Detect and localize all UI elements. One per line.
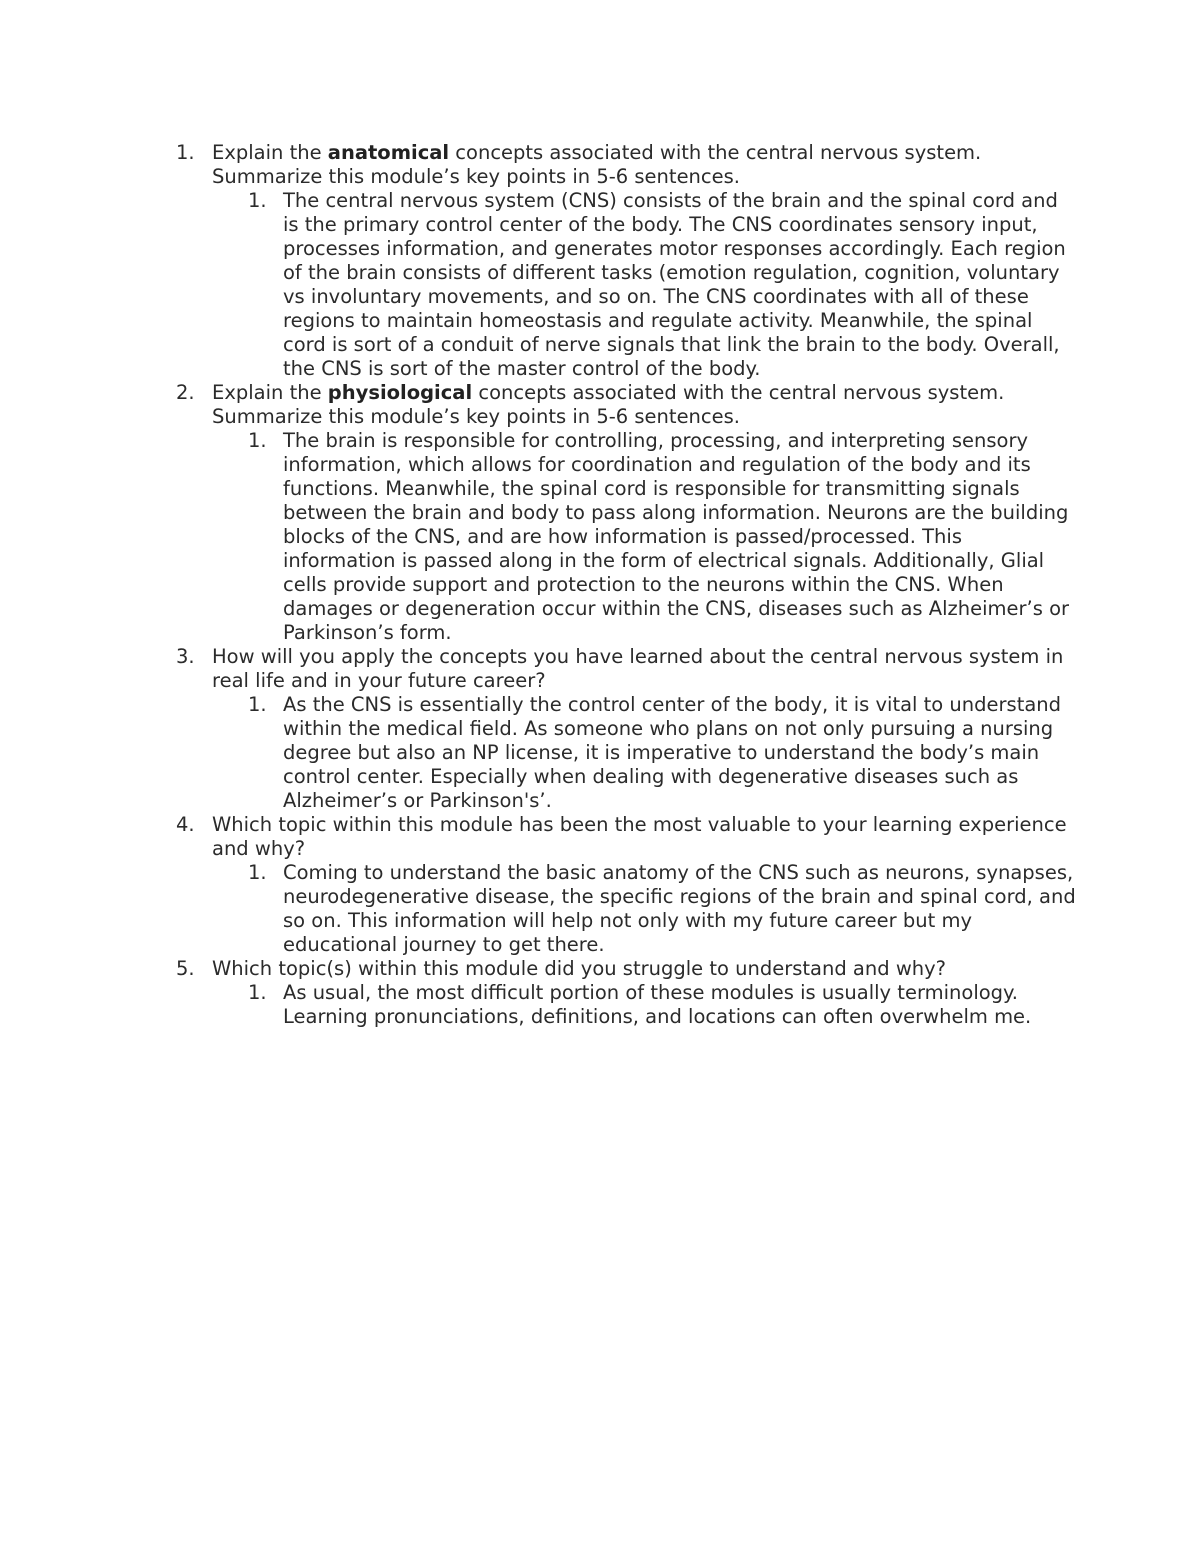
question-text [212,813,1076,861]
answer-list [212,189,1076,381]
question-text [212,645,1076,693]
question-prefix: Which topic(s) within this module did you struggle to understand and why? [212,957,947,980]
answer-text: The central nervous system (CNS) consists of the brain and the spinal cord and is the primary control center of the body. The CNS coordinates sensory input, processes information, and generates motor responses accordingly. Each region of the brain consists of different tasks (emotion regulation, cognition, voluntary vs involuntary movements, and so on. The CNS coordinates with all of these regions to maintain homeostasis and regulate activity. Meanwhile, the spinal cord is sort of a conduit of nerve signals that link the brain to the body. Overall, the CNS is sort of the master control of the body. [283,189,1066,380]
question-item-5 [176,957,1076,1029]
question-text [212,141,1076,189]
question-text [212,957,1076,981]
answer-item [212,189,1076,381]
question-emphasis: anatomical [327,141,450,164]
answer-item [212,861,1076,957]
answer-number: 1. [248,693,267,716]
answer-number: 1. [248,189,267,212]
question-prefix: Which topic within this module has been the most valuable to your learning experience and why? [212,813,1067,860]
answer-number: 1. [248,429,267,452]
answer-list [212,981,1076,1029]
question-number: 5. [176,957,195,980]
answer-item [212,693,1076,813]
question-number: 4. [176,813,195,836]
answer-text: As the CNS is essentially the control center of the body, it is vital to understand within the medical field. As someone who plans on not only pursuing a nursing degree but also an NP license, it is imperative to understand the body’s main control center. Especially when dealing with degenerative diseases such as Alzheimer’s or Parkinson's’. [283,693,1062,812]
answer-list [212,693,1076,813]
answer-text: As usual, the most difficult portion of these modules is usually terminology. Learning pronunciations, definitions, and locations can often overwhelm me. [283,981,1032,1028]
answer-number: 1. [248,981,267,1004]
question-text [212,381,1076,429]
question-item-4 [176,813,1076,957]
question-number: 3. [176,645,195,668]
question-emphasis: physiological [327,381,473,404]
question-number: 2. [176,381,195,404]
question-item-3 [176,645,1076,813]
question-suffix: concepts associated with the central nervous system. Summarize this module’s key points in 5-6 sentences. [212,381,1005,428]
answer-list [212,429,1076,645]
question-number: 1. [176,141,195,164]
question-prefix: Explain the [212,141,328,164]
question-suffix: concepts associated with the central nervous system. Summarize this module’s key points in 5-6 sentences. [212,141,982,188]
question-prefix: Explain the [212,381,328,404]
question-prefix: How will you apply the concepts you have learned about the central nervous system in real life and in your future career? [212,645,1064,692]
question-item-1 [176,141,1076,381]
answer-text: Coming to understand the basic anatomy of the CNS such as neurons, synapses, neurodegenerative disease, the specific regions of the brain and spinal cord, and so on. This information will help not only with my future career but my educational journey to get there. [283,861,1076,956]
answer-item [212,981,1076,1029]
question-item-2 [176,381,1076,645]
answer-text: The brain is responsible for controlling, processing, and interpreting sensory information, which allows for coordination and regulation of the body and its functions. Meanwhile, the spinal cord is responsible for transmitting signals between the brain and body to pass along information. Neurons are the building blocks of the CNS, and are how information is passed/processed. This information is passed along in the form of electrical signals. Additionally, Glial cells provide support and protection to the neurons within the CNS. When damages or degeneration occur within the CNS, diseases such as Alzheimer’s or Parkinson’s form. [283,429,1070,644]
answer-item [212,429,1076,645]
answer-number: 1. [248,861,267,884]
answer-list [212,861,1076,957]
question-list [176,141,1076,1029]
